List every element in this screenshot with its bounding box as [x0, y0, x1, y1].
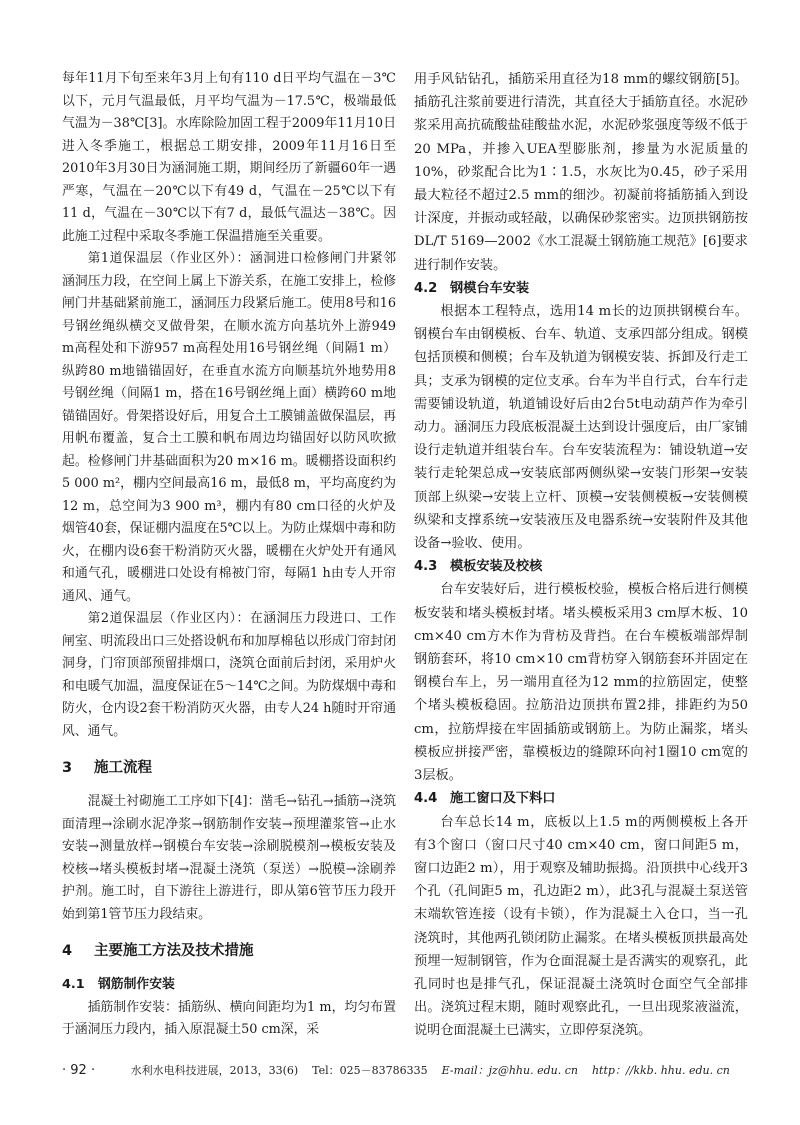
section-4-title: 主要施工方法及技术措施 [94, 943, 254, 959]
subsection-4-3-number: 4.3 [414, 559, 438, 575]
subsection-4-4-heading [414, 787, 748, 810]
subsection-4-2-title: 钢模台车安装 [450, 280, 530, 296]
subsection-4-2-number: 4.2 [414, 280, 438, 296]
page-number: · 92 · [62, 1063, 96, 1078]
rebar-paragraph: 插筋制作安装：插筋纵、横向间距均为1 m，均匀布置于涵洞压力段内，插入原混凝土50 cm深，采 [62, 999, 396, 1037]
trolley-paragraph: 根据本工程特点，选用14 m长的边顶拱钢模台车。钢模台车由钢模板、台车、轨道、支承四部分组成。钢模包括顶模和侧模；台车及轨道为钢模安装、拆卸及行走工具；支承为钢模的定位支承。台车为半自行式，台车行走需要铺设轨道，轨道铺设好后由2台5t电动葫芦作为牵引动力。涵洞压力段底板混凝土达到设计强度后，由厂家铺设行走轨道并组装台车。台车安装流程为：铺设轨道→安装行走轮架总成→安装底部两侧纵梁→安装门形架→安装顶部上纵梁→安装上立杆、顶模→安装侧模板→安装侧模纵梁和支撑系统→安装液压及电器系统→安装附件及其他设备→验收、使用。 [414, 304, 748, 552]
window-paragraph: 台车总长14 m，底板以上1.5 m的两侧模板上各开有3个窗口（窗口尺寸40 cm×40 cm，窗口间距5 m，窗口边距2 m），用于观察及辅助振捣。沿顶拱中心线开3个孔（孔间距5 m，孔边距2 m），此3孔与混凝土泵送管末端软管连接（设有卡锁），作为混凝土入仓口，当一孔浇筑时，其他两孔锁闭防止漏浆。在堵头模板顶拱最高处预埋一短制钢管，作为仓面混凝土是否满实的观察孔，此孔同时也是排气孔，保证混凝土浇筑时仓面空气全部排出。浇筑过程末期，随时观察此孔，一旦出现浆液溢流，说明仓面混凝土已满实，立即停泵浇筑。 [414, 814, 748, 1039]
section-3-title: 施工流程 [94, 760, 152, 776]
subsection-4-3-title: 模板安装及校核 [450, 559, 543, 575]
page-footer [62, 1062, 730, 1078]
subsection-4-1-heading [62, 974, 396, 997]
footer-url: http：//kkb. hhu. edu. cn [591, 1064, 730, 1077]
insulation-layer-1-paragraph: 第1道保温层（作业区外）：涵洞进口检修闸门井紧邻涵洞压力段，在空间上属上下游关系，在施工安排上，检修闸门井基础紧前施工，涵洞压力段紧后施工。使用8号和16号钢丝绳纵横交叉做骨架，在顺水流方向基坑外上游949 m高程处和下游957 m高程处用16号钢丝绳（间隔1 m）纵跨80 m地锚锚固好，在垂直水流方向顺基坑外地势用8号钢丝绳（间隔1 m，搭在16号钢丝绳上面）横跨60 m地锚锚固好。骨架搭设好后，用复合土工膜铺盖做保温层，再用帆布覆盖，复合土工膜和帆布周边均锚固好以防风吹掀起。检修闸门井基础面积为20 m×16 m。暖棚搭设面积约5 000 m²，棚内空间最高16 m，最低8 m，平均高度约为12 m，总空间为3 900 m³，棚内有80 cm口径的火炉及烟管40套，保证棚内温度在5℃以上。为防止煤烟中毒和防火，在棚内设6套干粉消防灭火器，暖棚在火炉处开有通风和通气孔，暖棚进口处设有棉被门帘，每隔1 h由专人开帘通风、通气。 [62, 251, 396, 604]
right-column [414, 68, 748, 1043]
formwork-paragraph: 台车安装好后，进行模板校验，模板合格后进行侧模板安装和堵头模板封堵。堵头模板采用3 cm厚木板、10 cm×40 cm方木作为背枋及背挡。在台车模板端部焊制钢筋套环，将10 cm×10 cm背枋穿入钢筋套环并固定在钢模台车上，另一端用直径为12 mm的拉筋固定，使整个堵头模板稳固。拉筋沿边顶拱布置2排，排距约为50 cm，拉筋焊接在牢固插筋或钢筋上。为防止漏浆，堵头模板应拼接严密，靠模板边的缝隙环向衬1圈10 cm宽的3层板。 [414, 582, 748, 784]
journal-info: 水利水电科技进展，2013，33(6) [130, 1064, 299, 1077]
subsection-4-1-number: 4.1 [62, 977, 85, 992]
subsection-4-4-number: 4.4 [414, 791, 438, 807]
footer-telephone: Tel：025－83786335 [312, 1064, 428, 1077]
left-column [62, 68, 396, 1042]
construction-flow-paragraph: 混凝土衬砌施工工序如下[4]：凿毛→钻孔→插筋→浇筑面清理→涂刷水泥净浆→钢筋制作安装→预埋灌浆管→止水安装→测量放样→钢模台车安装→涂刷脱模剂→模板安装及校核→堵头模板封堵→混凝土浇筑（泵送）→脱模→涂刷养护剂。施工时，自下游往上游进行，即从第6管节压力段开始到第1管节压力段结束。 [62, 794, 396, 922]
intro-paragraph: 每年11月下旬至来年3月上旬有110 d日平均气温在－3℃以下，元月气温最低，月平均气温为－17.5℃，极端最低气温为－38℃[3]。水库除险加固工程于2009年11月10日进入冬季施工，根据总工期安排，2009年11月16日至2010年3月30日为涵洞施工期，期间经历了新疆60年一遇严寒，气温在－20℃以下有49 d，气温在－25℃以下有11 d，气温在－30℃以下有7 d，最低气温达－38℃。因此施工过程中采取冬季施工保温措施至关重要。 [62, 71, 396, 244]
subsection-4-2-heading [414, 277, 748, 300]
subsection-4-3-heading [414, 555, 748, 578]
insulation-layer-2-paragraph: 第2道保温层（作业区内）：在涵洞压力段进口、工作闸室、明流段出口三处搭设帆布和加厚棉毡以形成门帘封闭洞身，门帘顶部预留排烟口，浇筑仓面前后封闭，采用炉火和电暖气加温，温度保证在5～14℃之间。为防煤烟中毒和防火，仓内设2套干粉消防灭火器，由专人24 h随时开帘通风、通气。 [62, 611, 396, 739]
footer-email: E-mail：jz@hhu. edu. cn [441, 1064, 578, 1077]
section-4-number: 4 [62, 943, 73, 959]
section-3-number: 3 [62, 760, 73, 776]
subsection-4-4-title: 施工窗口及下料口 [450, 791, 556, 807]
rebar-paragraph-continued: 用手风钻钻孔，插筋采用直径为18 mm的螺纹钢筋[5]。插筋孔注浆前要进行清洗，其直径大于插筋直径。水泥砂浆采用高抗硫酸盐硅酸盐水泥，水泥砂浆强度等级不低于20 MPa，并掺入UEA型膨胀剂，掺量为水泥质量的10%，砂浆配合比为1∶1.5，水灰比为0.45，砂子采用最大粒径不超过2.5 mm的细沙。初凝前将插筋插入到设计深度，并振动或轻敲，以确保砂浆密实。边顶拱钢筋按DL/T 5169—2002《水工混凝土钢筋施工规范》[6]要求进行制作安装。 [414, 72, 748, 273]
section-3-heading [62, 757, 396, 779]
subsection-4-1-title: 钢筋制作安装 [98, 977, 175, 992]
section-4-heading [62, 940, 396, 962]
